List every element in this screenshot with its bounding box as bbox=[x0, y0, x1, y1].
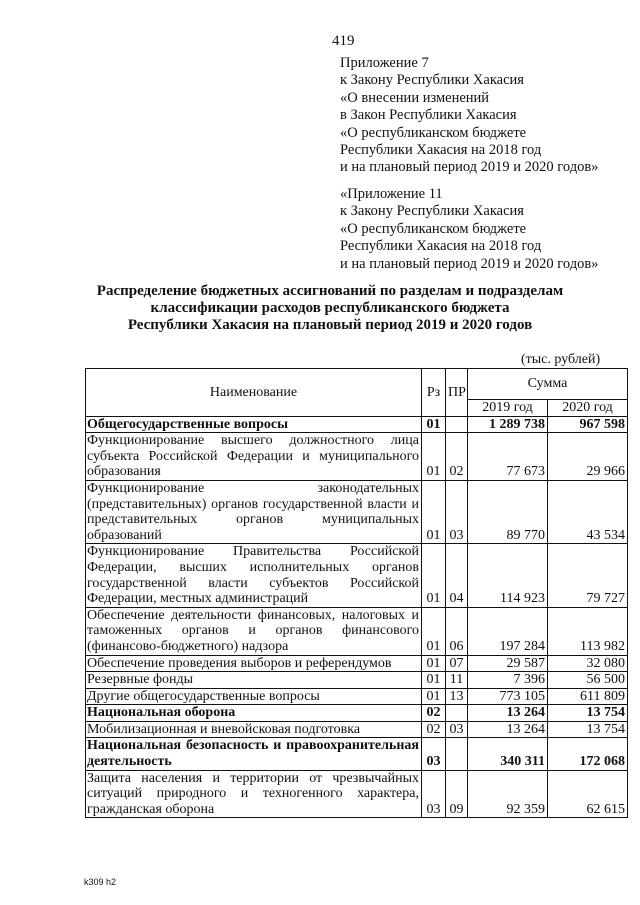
row-2019-cell: 13 264 bbox=[468, 721, 548, 738]
appendix-line: «О внесении изменений bbox=[340, 89, 490, 106]
appendix-line: и на плановый период 2019 и 2020 годов» bbox=[340, 255, 599, 272]
appendix-line: «Приложение 11 bbox=[340, 186, 443, 202]
header-rz: Рз bbox=[422, 369, 446, 417]
row-2020-cell: 13 754 bbox=[548, 705, 628, 722]
row-pr-cell: 13 bbox=[446, 688, 468, 705]
row-pr-cell bbox=[446, 705, 468, 722]
appendix-line: в Закон Республики Хакасия bbox=[340, 107, 517, 124]
appendix-line: к Закону Республики Хакасия bbox=[340, 72, 524, 89]
document-title bbox=[60, 283, 600, 334]
table-row bbox=[86, 655, 628, 672]
row-pr-cell bbox=[446, 738, 468, 770]
row-name-cell: Защита населения и территории от чрезвычайных ситуаций природного и техногенного характера, гражданская оборона bbox=[86, 770, 422, 818]
header-year-2020: 2020 год bbox=[548, 400, 628, 417]
appendix-7-block bbox=[340, 55, 598, 177]
row-rz-cell: 01 bbox=[422, 544, 446, 607]
row-rz-cell: 01 bbox=[422, 688, 446, 705]
row-pr-cell: 03 bbox=[446, 480, 468, 543]
appendix-line: «О республиканском бюджете bbox=[340, 124, 527, 141]
header-sum: Сумма bbox=[468, 369, 628, 400]
row-name-cell: Функционирование законодательных (представительных) органов государственной власти и представительных органов муниципальных образований bbox=[86, 480, 422, 543]
row-pr-cell: 03 bbox=[446, 721, 468, 738]
row-pr-cell: 11 bbox=[446, 672, 468, 689]
appendix-line: Приложение 7 bbox=[340, 55, 429, 71]
appendix-line: «О республиканском бюджете bbox=[340, 220, 527, 237]
row-2019-cell: 7 396 bbox=[468, 672, 548, 689]
title-line: Республики Хакасия на плановый период 2019 и 2020 годов bbox=[127, 317, 533, 333]
table-row bbox=[86, 688, 628, 705]
row-2019-cell: 29 587 bbox=[468, 655, 548, 672]
row-rz-cell: 01 bbox=[422, 433, 446, 481]
row-2020-cell: 29 966 bbox=[548, 433, 628, 481]
row-2019-cell: 340 311 bbox=[468, 738, 548, 770]
row-name-cell: Другие общегосударственные вопросы bbox=[86, 688, 422, 705]
row-2020-cell: 56 500 bbox=[548, 672, 628, 689]
row-pr-cell bbox=[446, 416, 468, 433]
title-line: Распределение бюджетных ассигнований по разделам и подразделам bbox=[96, 283, 564, 299]
header-pr: ПР bbox=[446, 369, 468, 417]
appendix-line: к Закону Республики Хакасия bbox=[340, 203, 524, 220]
row-2019-cell: 773 105 bbox=[468, 688, 548, 705]
row-rz-cell: 03 bbox=[422, 770, 446, 818]
row-name-cell: Мобилизационная и вневойсковая подготовка bbox=[86, 721, 422, 738]
row-2020-cell: 32 080 bbox=[548, 655, 628, 672]
row-2020-cell: 79 727 bbox=[548, 544, 628, 607]
row-name-cell: Обеспечение деятельности финансовых, налоговых и таможенных органов и органов финансового (финансово-бюджетного) надзора bbox=[86, 607, 422, 655]
row-pr-cell: 07 bbox=[446, 655, 468, 672]
row-rz-cell: 03 bbox=[422, 738, 446, 770]
row-rz-cell: 01 bbox=[422, 607, 446, 655]
row-rz-cell: 01 bbox=[422, 416, 446, 433]
row-2019-cell: 13 264 bbox=[468, 705, 548, 722]
table-row bbox=[86, 705, 628, 722]
row-2019-cell: 92 359 bbox=[468, 770, 548, 818]
row-2019-cell: 89 770 bbox=[468, 480, 548, 543]
row-2020-cell: 13 754 bbox=[548, 721, 628, 738]
row-rz-cell: 01 bbox=[422, 480, 446, 543]
row-name-cell: Резервные фонды bbox=[86, 672, 422, 689]
row-rz-cell: 02 bbox=[422, 705, 446, 722]
units-label: (тыс. рублей) bbox=[521, 352, 601, 367]
row-2019-cell: 77 673 bbox=[468, 433, 548, 481]
row-rz-cell: 01 bbox=[422, 655, 446, 672]
table-row bbox=[86, 433, 628, 481]
header-year-2019: 2019 год bbox=[468, 400, 548, 417]
row-name-cell: Функционирование Правительства Российской Федерации, высших исполнительных органов государственной власти субъектов Российской Федерации, местных администраций bbox=[86, 544, 422, 607]
row-name-cell: Национальная оборона bbox=[86, 705, 422, 722]
row-pr-cell: 06 bbox=[446, 607, 468, 655]
budget-table bbox=[85, 368, 628, 818]
row-2019-cell: 197 284 bbox=[468, 607, 548, 655]
table-row bbox=[86, 480, 628, 543]
appendix-line: и на плановый период 2019 и 2020 годов» bbox=[340, 159, 599, 176]
table-row bbox=[86, 544, 628, 607]
table-row bbox=[86, 416, 628, 433]
appendix-11-block bbox=[340, 186, 598, 273]
table-row bbox=[86, 607, 628, 655]
footer-code: k309 h2 bbox=[84, 877, 117, 887]
row-2019-cell: 1 289 738 bbox=[468, 416, 548, 433]
appendix-line: Республики Хакасия на 2018 год bbox=[340, 142, 542, 159]
title-line: классификации расходов республиканского бюджета bbox=[150, 300, 510, 316]
page-number: 419 bbox=[332, 33, 355, 49]
row-2020-cell: 62 615 bbox=[548, 770, 628, 818]
row-pr-cell: 02 bbox=[446, 433, 468, 481]
row-name-cell: Общегосударственные вопросы bbox=[86, 416, 422, 433]
row-2020-cell: 113 982 bbox=[548, 607, 628, 655]
row-name-cell: Функционирование высшего должностного лица субъекта Российской Федерации и муниципального образования bbox=[86, 433, 422, 481]
table-row bbox=[86, 738, 628, 770]
table-row bbox=[86, 721, 628, 738]
appendix-line: Республики Хакасия на 2018 год bbox=[340, 238, 542, 255]
row-name-cell: Национальная безопасность и правоохранительная деятельность bbox=[86, 738, 422, 770]
row-2020-cell: 967 598 bbox=[548, 416, 628, 433]
table-body bbox=[86, 416, 628, 818]
row-name-cell: Обеспечение проведения выборов и референдумов bbox=[86, 655, 422, 672]
header-name: Наименование bbox=[86, 369, 422, 417]
table-row bbox=[86, 672, 628, 689]
row-rz-cell: 02 bbox=[422, 721, 446, 738]
row-2020-cell: 172 068 bbox=[548, 738, 628, 770]
row-2020-cell: 43 534 bbox=[548, 480, 628, 543]
row-2020-cell: 611 809 bbox=[548, 688, 628, 705]
row-pr-cell: 09 bbox=[446, 770, 468, 818]
row-pr-cell: 04 bbox=[446, 544, 468, 607]
row-2019-cell: 114 923 bbox=[468, 544, 548, 607]
table-row bbox=[86, 770, 628, 818]
row-rz-cell: 01 bbox=[422, 672, 446, 689]
